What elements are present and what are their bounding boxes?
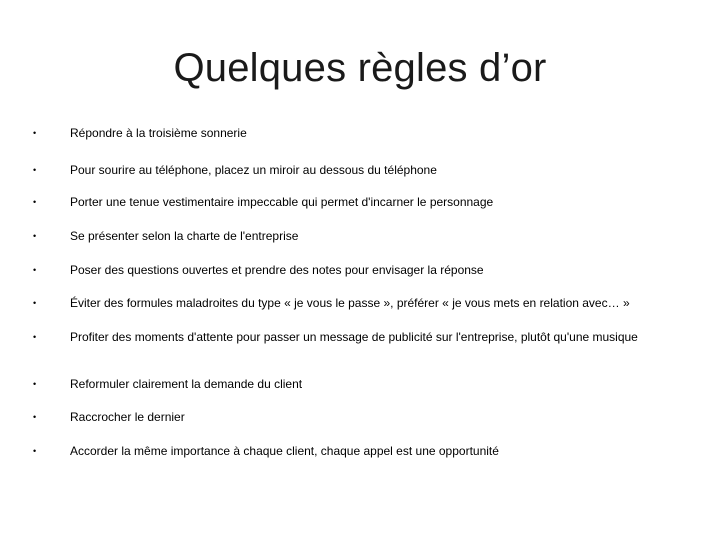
bullet-text: Porter une tenue vestimentaire impeccable qui permet d'incarner le personnage	[70, 195, 494, 209]
bullet-marker: •	[33, 446, 37, 456]
bullet-marker: •	[33, 197, 37, 207]
bullet-text: Accorder la même importance à chaque client, chaque appel est une opportunité	[70, 444, 499, 458]
bullet-marker: •	[33, 231, 37, 241]
bullet-marker: •	[33, 412, 37, 422]
bullet-text: Se présenter selon la charte de l'entreprise	[70, 229, 299, 243]
bullet-text: Profiter des moments d'attente pour passer un message de publicité sur l'entreprise, plutôt qu'une musique	[70, 330, 638, 344]
bullet-marker: •	[33, 298, 37, 308]
bullet-text: Répondre à la troisième sonnerie	[70, 126, 247, 140]
bullet-text: Éviter des formules maladroites du type « je vous le passe », préférer « je vous mets en relation avec… »	[70, 296, 630, 310]
bullet-marker: •	[33, 165, 37, 175]
bullet-marker: •	[33, 265, 37, 275]
bullet-text: Reformuler clairement la demande du client	[70, 377, 303, 391]
bullet-text: Pour sourire au téléphone, placez un miroir au dessous du téléphone	[70, 163, 437, 177]
bullet-marker: •	[33, 128, 37, 138]
bullet-text: Raccrocher le dernier	[70, 410, 185, 424]
slide-title: Quelques règles d’or	[173, 46, 547, 90]
bullet-text: Poser des questions ouvertes et prendre des notes pour envisager la réponse	[70, 263, 484, 277]
bullet-marker: •	[33, 332, 37, 342]
bullet-marker: •	[33, 379, 37, 389]
